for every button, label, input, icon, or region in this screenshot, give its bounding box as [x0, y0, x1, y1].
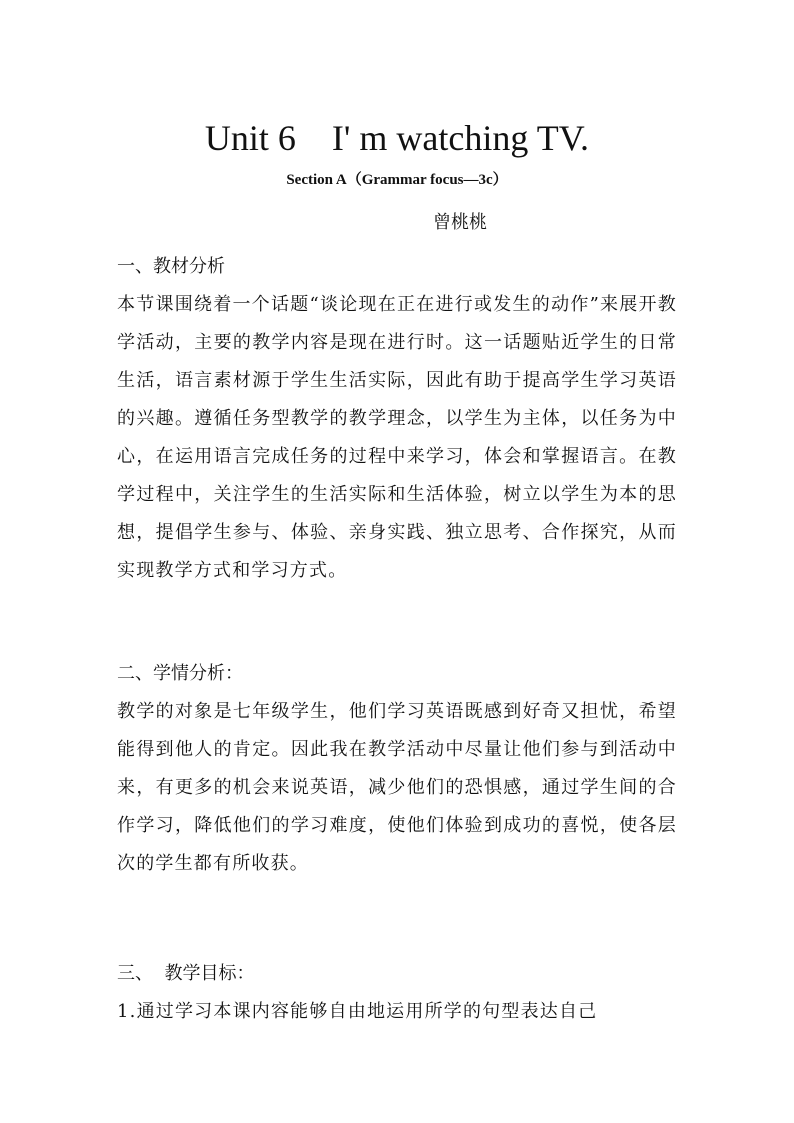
section-learner-analysis [117, 655, 677, 883]
section-heading: 一、教材分析 [117, 256, 225, 277]
author-name: 曾桃桃 [433, 212, 487, 233]
section-teaching-goals [117, 955, 677, 1031]
section-body: 本节课围绕着一个话题“谈论现在正在进行或发生的动作”来展开教学活动，主要的教学内容是现在进行时。这一话题贴近学生的日常生活，语言素材源于学生生活实际，因此有助于提高学生学习英语的兴趣。遵循任务型教学的教学理念，以学生为主体，以任务为中心，在运用语言完成任务的过程中来学习，体会和掌握语言。在教学过程中，关注学生的生活实际和生活体验，树立以学生为本的思想，提倡学生参与、体验、亲身实践、独立思考、合作探究，从而实现教学方式和学习方式。 [117, 294, 677, 581]
section-body: 教学的对象是七年级学生，他们学习英语既感到好奇又担忧，希望能得到他人的肯定。因此我在教学活动中尽量让他们参与到活动中来，有更多的机会来说英语，减少他们的恐惧感，通过学生间的合作学习，降低他们的学习难度，使他们体验到成功的喜悦，使各层次的学生都有所收获。 [117, 701, 677, 874]
document-subtitle: Section A（Grammar focus—3c） [286, 172, 508, 188]
section-heading: 三、 教学目标： [117, 963, 255, 984]
section-heading: 二、学情分析： [117, 663, 243, 684]
section-textbook-analysis [117, 248, 677, 590]
section-body: 1.通过学习本课内容能够自由地运用所学的句型表达自己 [117, 1001, 598, 1022]
document-title: Unit 6 I' m watching TV. [204, 118, 590, 158]
